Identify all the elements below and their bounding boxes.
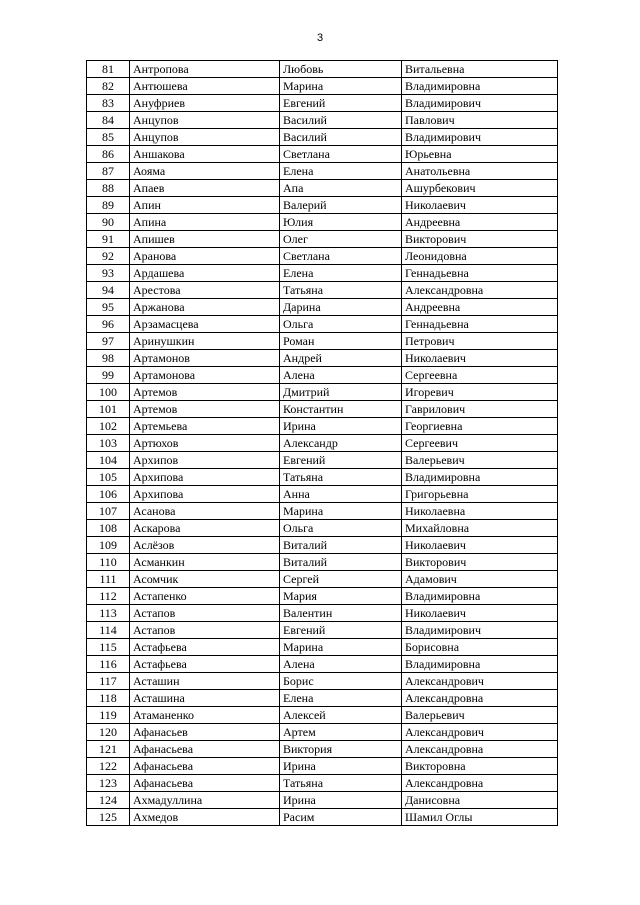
first-name-cell: Алексей [280, 707, 402, 724]
first-name-cell: Елена [280, 690, 402, 707]
table-row [87, 690, 558, 707]
first-name-cell: Ирина [280, 758, 402, 775]
patronymic-cell: Данисовна [402, 792, 558, 809]
last-name-cell: Анцупов [130, 129, 280, 146]
last-name-cell: Асомчик [130, 571, 280, 588]
last-name-cell: Афанасьева [130, 758, 280, 775]
table-row [87, 78, 558, 95]
first-name-cell: Евгений [280, 622, 402, 639]
table-row [87, 299, 558, 316]
row-number-cell: 111 [87, 571, 130, 588]
first-name-cell: Дмитрий [280, 384, 402, 401]
row-number-cell: 114 [87, 622, 130, 639]
first-name-cell: Алена [280, 656, 402, 673]
row-number-cell: 124 [87, 792, 130, 809]
table-row [87, 95, 558, 112]
patronymic-cell: Александровна [402, 741, 558, 758]
first-name-cell: Анна [280, 486, 402, 503]
last-name-cell: Апин [130, 197, 280, 214]
last-name-cell: Атаманенко [130, 707, 280, 724]
row-number-cell: 103 [87, 435, 130, 452]
patronymic-cell: Викторович [402, 554, 558, 571]
row-number-cell: 86 [87, 146, 130, 163]
row-number-cell: 87 [87, 163, 130, 180]
first-name-cell: Татьяна [280, 469, 402, 486]
last-name-cell: Архипова [130, 486, 280, 503]
patronymic-cell: Владимировна [402, 78, 558, 95]
patronymic-cell: Геннадьевна [402, 316, 558, 333]
first-name-cell: Елена [280, 265, 402, 282]
table-row [87, 163, 558, 180]
table-row [87, 384, 558, 401]
first-name-cell: Андрей [280, 350, 402, 367]
first-name-cell: Татьяна [280, 282, 402, 299]
row-number-cell: 94 [87, 282, 130, 299]
table-row [87, 537, 558, 554]
last-name-cell: Антропова [130, 61, 280, 78]
first-name-cell: Артем [280, 724, 402, 741]
row-number-cell: 101 [87, 401, 130, 418]
first-name-cell: Роман [280, 333, 402, 350]
table-row [87, 469, 558, 486]
roster-table-body [87, 61, 558, 826]
first-name-cell: Марина [280, 503, 402, 520]
row-number-cell: 89 [87, 197, 130, 214]
roster-table [86, 60, 558, 826]
first-name-cell: Татьяна [280, 775, 402, 792]
table-row [87, 61, 558, 78]
patronymic-cell: Николаевич [402, 537, 558, 554]
last-name-cell: Апаев [130, 180, 280, 197]
last-name-cell: Аояма [130, 163, 280, 180]
last-name-cell: Аранова [130, 248, 280, 265]
patronymic-cell: Юрьевна [402, 146, 558, 163]
last-name-cell: Архипова [130, 469, 280, 486]
patronymic-cell: Ашурбекович [402, 180, 558, 197]
table-row [87, 707, 558, 724]
table-row [87, 588, 558, 605]
patronymic-cell: Андреевна [402, 299, 558, 316]
patronymic-cell: Александровна [402, 775, 558, 792]
last-name-cell: Афанасьева [130, 741, 280, 758]
row-number-cell: 96 [87, 316, 130, 333]
last-name-cell: Антюшева [130, 78, 280, 95]
last-name-cell: Астапенко [130, 588, 280, 605]
first-name-cell: Борис [280, 673, 402, 690]
last-name-cell: Архипов [130, 452, 280, 469]
patronymic-cell: Григорьевна [402, 486, 558, 503]
patronymic-cell: Владимирович [402, 129, 558, 146]
first-name-cell: Апа [280, 180, 402, 197]
patronymic-cell: Сергеевич [402, 435, 558, 452]
table-row [87, 452, 558, 469]
first-name-cell: Ольга [280, 316, 402, 333]
patronymic-cell: Игоревич [402, 384, 558, 401]
table-row [87, 214, 558, 231]
patronymic-cell: Павлович [402, 112, 558, 129]
last-name-cell: Арестова [130, 282, 280, 299]
first-name-cell: Василий [280, 129, 402, 146]
patronymic-cell: Владимирович [402, 622, 558, 639]
table-row [87, 809, 558, 826]
row-number-cell: 122 [87, 758, 130, 775]
patronymic-cell: Андреевна [402, 214, 558, 231]
first-name-cell: Светлана [280, 146, 402, 163]
last-name-cell: Артемов [130, 401, 280, 418]
page-number: 3 [316, 32, 324, 44]
table-row [87, 571, 558, 588]
first-name-cell: Виталий [280, 554, 402, 571]
table-row [87, 486, 558, 503]
table-row [87, 418, 558, 435]
patronymic-cell: Александрович [402, 673, 558, 690]
table-row [87, 554, 558, 571]
last-name-cell: Ахмадуллина [130, 792, 280, 809]
patronymic-cell: Николаевич [402, 605, 558, 622]
first-name-cell: Мария [280, 588, 402, 605]
row-number-cell: 93 [87, 265, 130, 282]
row-number-cell: 115 [87, 639, 130, 656]
first-name-cell: Марина [280, 639, 402, 656]
row-number-cell: 98 [87, 350, 130, 367]
row-number-cell: 92 [87, 248, 130, 265]
row-number-cell: 84 [87, 112, 130, 129]
patronymic-cell: Сергеевна [402, 367, 558, 384]
last-name-cell: Аншакова [130, 146, 280, 163]
first-name-cell: Сергей [280, 571, 402, 588]
patronymic-cell: Шамил Оглы [402, 809, 558, 826]
first-name-cell: Ирина [280, 792, 402, 809]
row-number-cell: 118 [87, 690, 130, 707]
first-name-cell: Ирина [280, 418, 402, 435]
table-row [87, 112, 558, 129]
row-number-cell: 110 [87, 554, 130, 571]
patronymic-cell: Владимировна [402, 469, 558, 486]
row-number-cell: 119 [87, 707, 130, 724]
table-row [87, 282, 558, 299]
last-name-cell: Асманкин [130, 554, 280, 571]
first-name-cell: Константин [280, 401, 402, 418]
row-number-cell: 125 [87, 809, 130, 826]
patronymic-cell: Александровна [402, 690, 558, 707]
first-name-cell: Александр [280, 435, 402, 452]
patronymic-cell: Владимировна [402, 656, 558, 673]
table-row [87, 401, 558, 418]
first-name-cell: Светлана [280, 248, 402, 265]
row-number-cell: 90 [87, 214, 130, 231]
row-number-cell: 91 [87, 231, 130, 248]
table-row [87, 129, 558, 146]
first-name-cell: Василий [280, 112, 402, 129]
first-name-cell: Елена [280, 163, 402, 180]
last-name-cell: Афанасьева [130, 775, 280, 792]
last-name-cell: Артамонова [130, 367, 280, 384]
patronymic-cell: Геннадьевна [402, 265, 558, 282]
row-number-cell: 102 [87, 418, 130, 435]
last-name-cell: Анцупов [130, 112, 280, 129]
last-name-cell: Астапов [130, 622, 280, 639]
last-name-cell: Афанасьев [130, 724, 280, 741]
patronymic-cell: Николаевич [402, 197, 558, 214]
table-row [87, 180, 558, 197]
last-name-cell: Аскарова [130, 520, 280, 537]
row-number-cell: 95 [87, 299, 130, 316]
row-number-cell: 81 [87, 61, 130, 78]
row-number-cell: 100 [87, 384, 130, 401]
table-row [87, 248, 558, 265]
last-name-cell: Астафьева [130, 639, 280, 656]
first-name-cell: Дарина [280, 299, 402, 316]
table-row [87, 333, 558, 350]
last-name-cell: Аринушкин [130, 333, 280, 350]
first-name-cell: Юлия [280, 214, 402, 231]
patronymic-cell: Витальевна [402, 61, 558, 78]
row-number-cell: 108 [87, 520, 130, 537]
patronymic-cell: Михайловна [402, 520, 558, 537]
patronymic-cell: Александровна [402, 282, 558, 299]
patronymic-cell: Валерьевич [402, 707, 558, 724]
first-name-cell: Виктория [280, 741, 402, 758]
table-row [87, 367, 558, 384]
last-name-cell: Артюхов [130, 435, 280, 452]
last-name-cell: Артамонов [130, 350, 280, 367]
table-row [87, 639, 558, 656]
first-name-cell: Любовь [280, 61, 402, 78]
last-name-cell: Арзамасцева [130, 316, 280, 333]
patronymic-cell: Борисовна [402, 639, 558, 656]
first-name-cell: Ольга [280, 520, 402, 537]
table-row [87, 724, 558, 741]
first-name-cell: Евгений [280, 95, 402, 112]
row-number-cell: 97 [87, 333, 130, 350]
row-number-cell: 117 [87, 673, 130, 690]
table-row [87, 231, 558, 248]
last-name-cell: Ануфриев [130, 95, 280, 112]
first-name-cell: Марина [280, 78, 402, 95]
patronymic-cell: Леонидовна [402, 248, 558, 265]
patronymic-cell: Адамович [402, 571, 558, 588]
row-number-cell: 88 [87, 180, 130, 197]
last-name-cell: Ахмедов [130, 809, 280, 826]
first-name-cell: Расим [280, 809, 402, 826]
patronymic-cell: Гаврилович [402, 401, 558, 418]
table-row [87, 350, 558, 367]
row-number-cell: 121 [87, 741, 130, 758]
first-name-cell: Алена [280, 367, 402, 384]
last-name-cell: Астафьева [130, 656, 280, 673]
first-name-cell: Евгений [280, 452, 402, 469]
table-row [87, 758, 558, 775]
patronymic-cell: Георгиевна [402, 418, 558, 435]
patronymic-cell: Викторович [402, 231, 558, 248]
last-name-cell: Ардашева [130, 265, 280, 282]
patronymic-cell: Викторовна [402, 758, 558, 775]
row-number-cell: 107 [87, 503, 130, 520]
last-name-cell: Асташина [130, 690, 280, 707]
table-row [87, 316, 558, 333]
patronymic-cell: Валерьевич [402, 452, 558, 469]
table-row [87, 197, 558, 214]
table-row [87, 673, 558, 690]
row-number-cell: 83 [87, 95, 130, 112]
row-number-cell: 105 [87, 469, 130, 486]
last-name-cell: Апишев [130, 231, 280, 248]
row-number-cell: 104 [87, 452, 130, 469]
first-name-cell: Валентин [280, 605, 402, 622]
row-number-cell: 120 [87, 724, 130, 741]
patronymic-cell: Владимирович [402, 95, 558, 112]
last-name-cell: Апина [130, 214, 280, 231]
row-number-cell: 99 [87, 367, 130, 384]
patronymic-cell: Владимировна [402, 588, 558, 605]
last-name-cell: Артемов [130, 384, 280, 401]
table-row [87, 775, 558, 792]
last-name-cell: Аржанова [130, 299, 280, 316]
patronymic-cell: Петрович [402, 333, 558, 350]
table-row [87, 503, 558, 520]
patronymic-cell: Александрович [402, 724, 558, 741]
first-name-cell: Валерий [280, 197, 402, 214]
last-name-cell: Асанова [130, 503, 280, 520]
row-number-cell: 82 [87, 78, 130, 95]
table-row [87, 520, 558, 537]
row-number-cell: 112 [87, 588, 130, 605]
first-name-cell: Виталий [280, 537, 402, 554]
row-number-cell: 109 [87, 537, 130, 554]
row-number-cell: 106 [87, 486, 130, 503]
last-name-cell: Астапов [130, 605, 280, 622]
last-name-cell: Артемьева [130, 418, 280, 435]
last-name-cell: Асташин [130, 673, 280, 690]
table-row [87, 435, 558, 452]
table-row [87, 741, 558, 758]
table-row [87, 656, 558, 673]
table-row [87, 265, 558, 282]
row-number-cell: 116 [87, 656, 130, 673]
patronymic-cell: Николаевна [402, 503, 558, 520]
row-number-cell: 85 [87, 129, 130, 146]
table-row [87, 605, 558, 622]
first-name-cell: Олег [280, 231, 402, 248]
patronymic-cell: Николаевич [402, 350, 558, 367]
row-number-cell: 113 [87, 605, 130, 622]
table-row [87, 622, 558, 639]
table-row [87, 792, 558, 809]
table-row [87, 146, 558, 163]
last-name-cell: Аслёзов [130, 537, 280, 554]
patronymic-cell: Анатольевна [402, 163, 558, 180]
row-number-cell: 123 [87, 775, 130, 792]
